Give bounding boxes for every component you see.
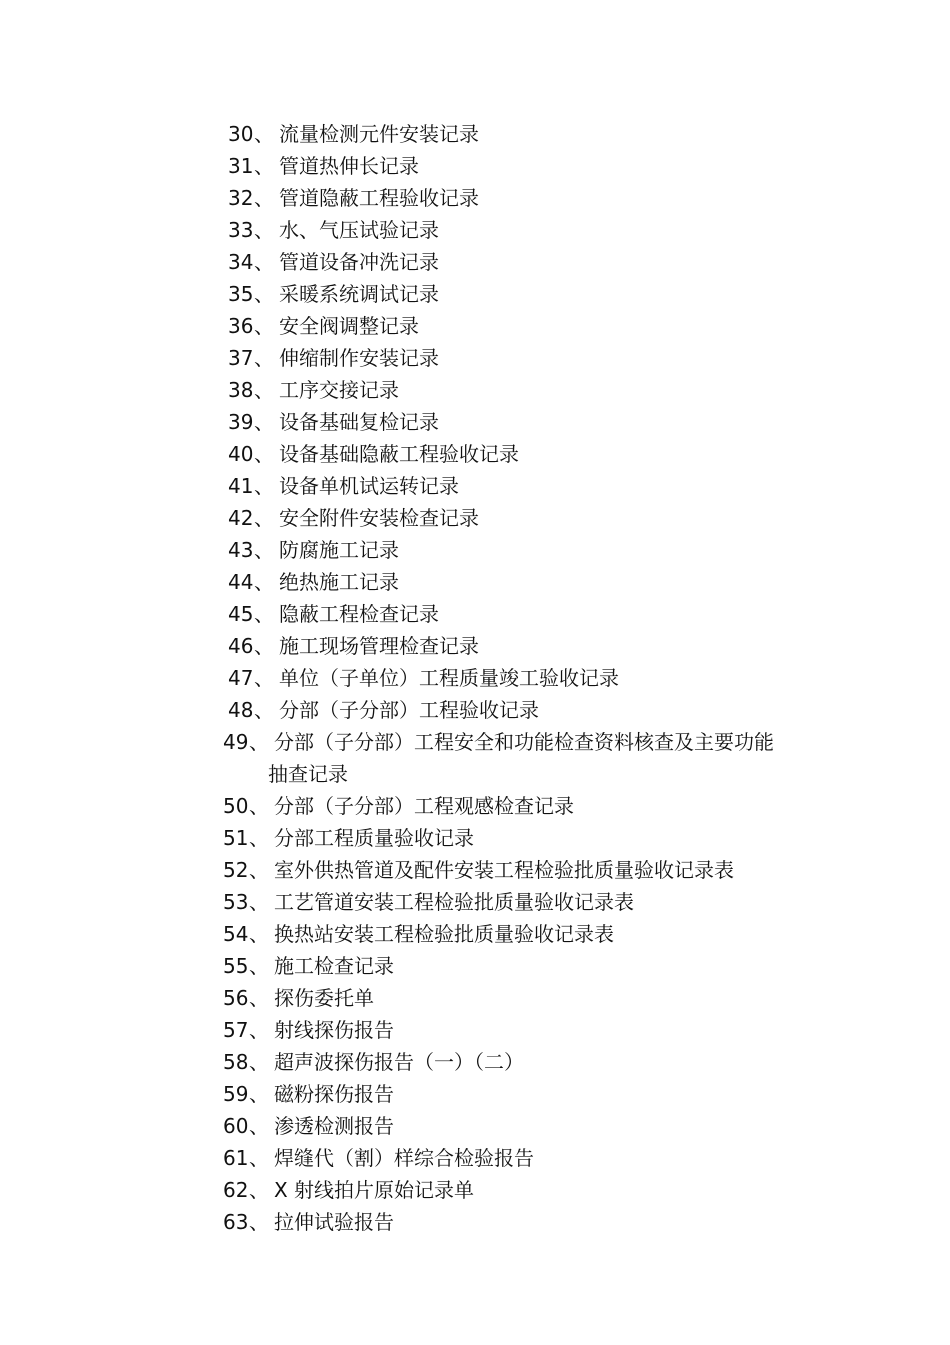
list-item xyxy=(0,1078,950,1110)
item-title xyxy=(274,822,474,854)
item-title xyxy=(279,246,439,278)
item-title xyxy=(279,598,439,630)
item-title xyxy=(274,1110,394,1142)
item-separator: 、 xyxy=(249,922,269,946)
item-title-line: 分部工程质量验收记录 xyxy=(274,826,474,850)
item-number: 45 xyxy=(228,602,254,626)
list-item xyxy=(0,1142,950,1174)
item-title xyxy=(274,1206,394,1238)
item-separator: 、 xyxy=(254,346,274,370)
item-number: 40 xyxy=(228,442,254,466)
item-separator: 、 xyxy=(249,1114,269,1138)
item-title xyxy=(274,1046,524,1078)
list-item xyxy=(0,630,950,662)
item-separator: 、 xyxy=(254,122,274,146)
item-title-line: 安全附件安装检查记录 xyxy=(279,506,479,530)
item-separator: 、 xyxy=(249,890,269,914)
item-title-line: 换热站安装工程检验批质量验收记录表 xyxy=(274,922,614,946)
item-title xyxy=(279,630,479,662)
item-number: 55 xyxy=(223,954,249,978)
item-number: 44 xyxy=(228,570,254,594)
item-title xyxy=(279,182,479,214)
item-title xyxy=(279,310,419,342)
item-separator: 、 xyxy=(254,378,274,402)
item-title xyxy=(279,438,519,470)
item-number: 34 xyxy=(228,250,254,274)
item-title xyxy=(268,726,774,790)
item-separator: 、 xyxy=(254,506,274,530)
item-number: 35 xyxy=(228,282,254,306)
item-separator: 、 xyxy=(249,1018,269,1042)
item-title xyxy=(279,374,399,406)
item-number: 41 xyxy=(228,474,254,498)
item-number: 30 xyxy=(228,122,254,146)
list-item xyxy=(0,566,950,598)
list-item xyxy=(0,1206,950,1238)
item-number: 47 xyxy=(228,666,254,690)
item-title-line: 射线探伤报告 xyxy=(274,1018,394,1042)
item-title-line: 管道热伸长记录 xyxy=(279,154,419,178)
item-title xyxy=(274,1014,394,1046)
list-item xyxy=(0,214,950,246)
item-separator: 、 xyxy=(249,826,269,850)
item-separator: 、 xyxy=(254,314,274,338)
item-title-line: 渗透检测报告 xyxy=(274,1114,394,1138)
item-separator: 、 xyxy=(254,474,274,498)
item-number: 57 xyxy=(223,1018,249,1042)
item-title xyxy=(279,342,439,374)
item-title-line: 室外供热管道及配件安装工程检验批质量验收记录表 xyxy=(274,858,734,882)
item-title xyxy=(274,1142,534,1174)
item-number: 42 xyxy=(228,506,254,530)
item-title-line: 设备基础复检记录 xyxy=(279,410,439,434)
item-separator: 、 xyxy=(254,218,274,242)
list-item xyxy=(0,1014,950,1046)
list-item xyxy=(0,182,950,214)
item-separator: 、 xyxy=(249,954,269,978)
item-title xyxy=(279,278,439,310)
item-number: 56 xyxy=(223,986,249,1010)
item-separator: 、 xyxy=(254,410,274,434)
item-title xyxy=(279,694,539,726)
item-title-line: 流量检测元件安装记录 xyxy=(279,122,479,146)
list-item xyxy=(0,918,950,950)
item-title xyxy=(279,150,419,182)
item-title xyxy=(274,1174,474,1206)
item-title-line: 防腐施工记录 xyxy=(279,538,399,562)
item-title xyxy=(274,790,574,822)
list-item xyxy=(0,822,950,854)
item-title-line: 安全阀调整记录 xyxy=(279,314,419,338)
item-title-line: 施工现场管理检查记录 xyxy=(279,634,479,658)
list-item xyxy=(0,854,950,886)
list-item xyxy=(0,534,950,566)
item-number: 60 xyxy=(223,1114,249,1138)
item-title xyxy=(274,854,734,886)
item-number: 52 xyxy=(223,858,249,882)
record-list xyxy=(0,118,950,1238)
item-number: 36 xyxy=(228,314,254,338)
item-title xyxy=(274,982,374,1014)
item-separator: 、 xyxy=(249,858,269,882)
list-item xyxy=(0,246,950,278)
item-title xyxy=(274,918,614,950)
item-title-line: 探伤委托单 xyxy=(274,986,374,1010)
item-number: 51 xyxy=(223,826,249,850)
item-separator: 、 xyxy=(249,986,269,1010)
item-title xyxy=(279,406,439,438)
item-separator: 、 xyxy=(254,250,274,274)
item-number: 59 xyxy=(223,1082,249,1106)
list-item xyxy=(0,118,950,150)
list-item xyxy=(0,310,950,342)
list-item xyxy=(0,886,950,918)
item-title-line: 水、气压试验记录 xyxy=(279,218,439,242)
item-title-line: 设备单机试运转记录 xyxy=(279,474,459,498)
item-number: 53 xyxy=(223,890,249,914)
item-number: 31 xyxy=(228,154,254,178)
item-separator: 、 xyxy=(254,698,274,722)
list-item xyxy=(0,1046,950,1078)
item-number: 37 xyxy=(228,346,254,370)
item-separator: 、 xyxy=(249,1178,269,1202)
item-number: 32 xyxy=(228,186,254,210)
item-title-line: 隐蔽工程检查记录 xyxy=(279,602,439,626)
item-number: 63 xyxy=(223,1210,249,1234)
item-separator: 、 xyxy=(254,666,274,690)
item-title-line: 分部（子分部）工程观感检查记录 xyxy=(274,794,574,818)
item-number: 54 xyxy=(223,922,249,946)
list-item xyxy=(0,1174,950,1206)
item-number: 58 xyxy=(223,1050,249,1074)
item-number: 62 xyxy=(223,1178,249,1202)
item-separator: 、 xyxy=(249,1050,269,1074)
item-title-line: 焊缝代（割）样综合检验报告 xyxy=(274,1146,534,1170)
item-title xyxy=(279,214,439,246)
item-title-continuation: 抽查记录 xyxy=(268,762,348,786)
item-number: 48 xyxy=(228,698,254,722)
item-separator: 、 xyxy=(254,570,274,594)
list-item xyxy=(0,726,950,790)
list-item xyxy=(0,470,950,502)
item-separator: 、 xyxy=(249,1082,269,1106)
item-title-line: 工艺管道安装工程检验批质量验收记录表 xyxy=(274,890,634,914)
list-item xyxy=(0,150,950,182)
item-title-line: 单位（子单位）工程质量竣工验收记录 xyxy=(279,666,619,690)
item-title xyxy=(279,118,479,150)
item-title-line: 绝热施工记录 xyxy=(279,570,399,594)
item-separator: 、 xyxy=(254,634,274,658)
item-separator: 、 xyxy=(254,186,274,210)
item-number: 49 xyxy=(223,730,249,754)
item-separator: 、 xyxy=(254,442,274,466)
item-title xyxy=(274,950,394,982)
item-title-line: 分部（子分部）工程安全和功能检查资料核查及主要功能 xyxy=(274,730,774,754)
list-item xyxy=(0,662,950,694)
list-item xyxy=(0,598,950,630)
item-title-line: 工序交接记录 xyxy=(279,378,399,402)
list-item xyxy=(0,950,950,982)
item-separator: 、 xyxy=(249,1210,269,1234)
item-separator: 、 xyxy=(254,538,274,562)
item-separator: 、 xyxy=(254,602,274,626)
list-item xyxy=(0,694,950,726)
item-separator: 、 xyxy=(254,154,274,178)
list-item xyxy=(0,278,950,310)
item-title xyxy=(274,886,634,918)
item-title-line: 管道设备冲洗记录 xyxy=(279,250,439,274)
item-title-line: 伸缩制作安装记录 xyxy=(279,346,439,370)
item-number: 38 xyxy=(228,378,254,402)
item-separator: 、 xyxy=(249,730,269,754)
list-item xyxy=(0,982,950,1014)
list-item xyxy=(0,438,950,470)
item-title-line: 拉伸试验报告 xyxy=(274,1210,394,1234)
item-title xyxy=(274,1078,394,1110)
item-title-line: 采暖系统调试记录 xyxy=(279,282,439,306)
list-item xyxy=(0,1110,950,1142)
item-title-line: X 射线拍片原始记录单 xyxy=(274,1178,475,1202)
item-title-line: 磁粉探伤报告 xyxy=(274,1082,394,1106)
item-title-line: 超声波探伤报告（一）（二） xyxy=(274,1050,524,1074)
item-title xyxy=(279,470,459,502)
item-title xyxy=(279,534,399,566)
item-number: 39 xyxy=(228,410,254,434)
item-number: 33 xyxy=(228,218,254,242)
item-separator: 、 xyxy=(249,1146,269,1170)
item-separator: 、 xyxy=(249,794,269,818)
item-title xyxy=(279,662,619,694)
item-title xyxy=(279,566,399,598)
item-title-line: 设备基础隐蔽工程验收记录 xyxy=(279,442,519,466)
list-item xyxy=(0,406,950,438)
item-title-line: 施工检查记录 xyxy=(274,954,394,978)
list-item xyxy=(0,790,950,822)
item-number: 50 xyxy=(223,794,249,818)
list-item xyxy=(0,342,950,374)
item-number: 61 xyxy=(223,1146,249,1170)
item-title-line: 分部（子分部）工程验收记录 xyxy=(279,698,539,722)
item-title xyxy=(279,502,479,534)
item-number: 46 xyxy=(228,634,254,658)
item-number: 43 xyxy=(228,538,254,562)
item-separator: 、 xyxy=(254,282,274,306)
list-item xyxy=(0,502,950,534)
item-title-line: 管道隐蔽工程验收记录 xyxy=(279,186,479,210)
list-item xyxy=(0,374,950,406)
